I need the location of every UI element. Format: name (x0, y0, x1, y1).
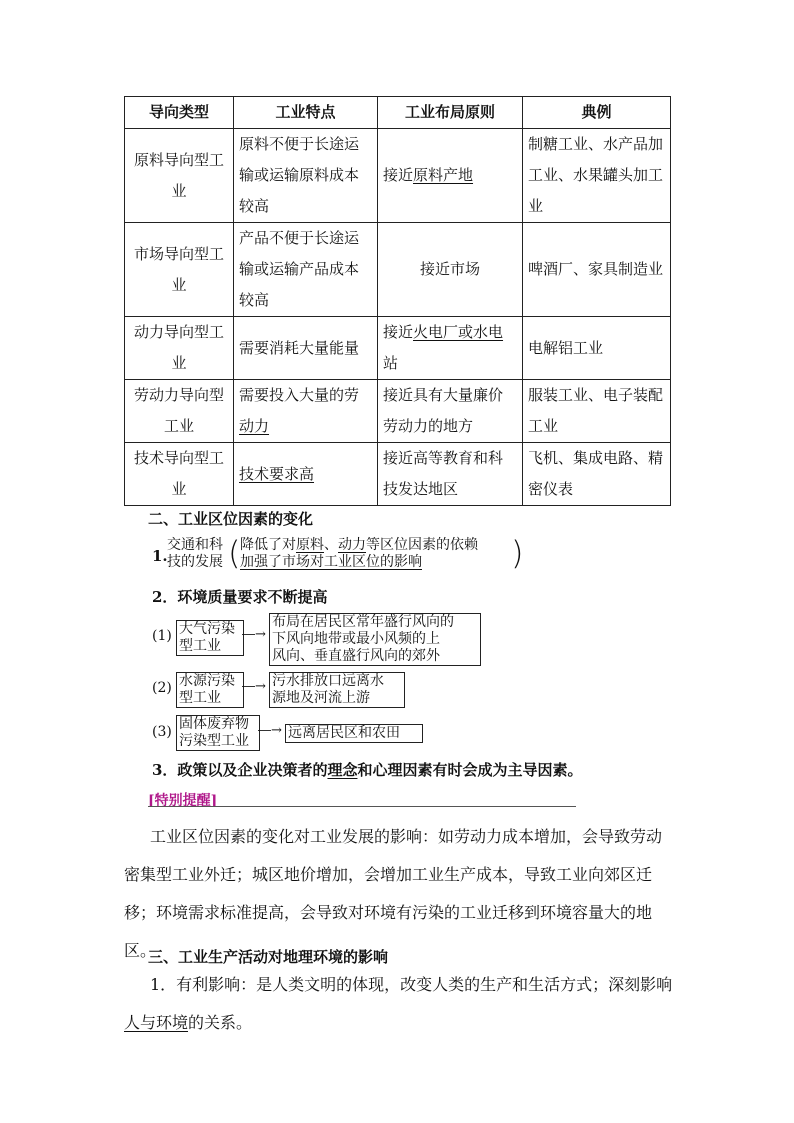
cell-type: 市场导向型工业 (125, 223, 234, 317)
sub2-arrow: ―→ (242, 679, 266, 694)
sub2-box (176, 672, 244, 708)
cell-principle: 接近市场 (378, 223, 523, 317)
cell-type: 原料导向型工业 (125, 129, 234, 223)
cell-type: 劳动力导向型工业 (125, 380, 234, 443)
section3-item1-underlined: 人与环境 (124, 1013, 189, 1032)
sub2-result-line2: 源地及河流上游 (272, 690, 370, 706)
sub1-result-line3: 风向、垂直盛行风向的郊外 (272, 648, 440, 664)
sub3-box (176, 715, 260, 751)
header-example: 典例 (523, 97, 671, 129)
feature-text: 需要投入大量的劳 (239, 386, 360, 404)
table-row (125, 380, 671, 443)
section3-title: 三、工业生产活动对地理环境的影响 (148, 948, 389, 966)
item1-number: 1. (152, 547, 168, 565)
sub2-box-line2: 型工业 (179, 690, 221, 706)
sub3-number: (3) (152, 724, 172, 740)
sub1-number: (1) (152, 628, 172, 644)
sub3-result-line1: 远离居民区和农田 (288, 725, 400, 741)
item2-title: 2．环境质量要求不断提高 (152, 588, 328, 606)
item3-text-end: 和心理因素有时会成为主导因素。 (357, 761, 583, 779)
cell-principle: 接近高等教育和科技发达地区 (378, 443, 523, 506)
item3 (152, 759, 582, 780)
cell-feature (234, 380, 378, 443)
cell-principle (378, 317, 523, 380)
section2-title: 二、工业区位因素的变化 (148, 510, 314, 528)
table-row (125, 223, 671, 317)
r1-underlined-2: 动力 (338, 537, 366, 553)
sub2-number: (2) (152, 680, 172, 696)
item3-underlined: 理念 (327, 761, 358, 779)
cell-example: 电解铝工业 (523, 317, 671, 380)
cell-type: 技术导向型工业 (125, 443, 234, 506)
sub1-result-box (269, 613, 481, 666)
r1-sep: 、 (324, 537, 338, 553)
principle-text-end: 站 (383, 354, 399, 372)
cell-feature: 产品不便于长途运输或运输产品成本较高 (234, 223, 378, 317)
cell-example: 服装工业、电子装配工业 (523, 380, 671, 443)
item1-right-line1 (240, 537, 478, 554)
item3-text: 3．政策以及企业决策者的 (152, 761, 328, 779)
principle-text: 接近 (383, 166, 414, 184)
sub1-arrow: ―→ (242, 627, 266, 642)
cell-feature: 原料不便于长途运输或运输原料成本较高 (234, 129, 378, 223)
sub1-box-line2: 型工业 (179, 638, 221, 654)
cell-feature: 需要消耗大量能量 (234, 317, 378, 380)
sub3-arrow: ―→ (258, 723, 282, 738)
sub3-box-line1: 固体废弃物 (179, 716, 249, 732)
principle-underlined: 原料产地 (413, 166, 474, 184)
cell-example: 飞机、集成电路、精密仪表 (523, 443, 671, 506)
item1-left-label (167, 537, 223, 571)
industry-orientation-table (124, 96, 671, 506)
cell-principle: 接近具有大量廉价劳动力的地方 (378, 380, 523, 443)
r1-underlined-1: 原料 (296, 537, 324, 553)
principle-text: 接近 (383, 323, 414, 341)
header-feature: 工业特点 (234, 97, 378, 129)
sub2-result-box (269, 672, 405, 708)
table-row (125, 317, 671, 380)
left-brace: ( (228, 534, 241, 572)
special-reminder-divider (148, 806, 576, 807)
sub3-result-box (285, 724, 423, 743)
right-brace: ) (511, 534, 524, 572)
cell-type: 动力导向型工业 (125, 317, 234, 380)
special-reminder-label: [特别提醒] (148, 793, 218, 809)
section3-item1-text: 1．有利影响：是人类文明的体现，改变人类的生产和生活方式；深刻影响 (150, 975, 673, 994)
section3-item1 (124, 966, 676, 1042)
sub3-box-line2: 污染型工业 (179, 733, 249, 749)
table-row (125, 129, 671, 223)
cell-example: 啤酒厂、家具制造业 (523, 223, 671, 317)
table-row (125, 443, 671, 506)
cell-feature (234, 443, 378, 506)
sub2-box-line1: 水源污染 (179, 673, 235, 689)
sub1-box-line1: 大气污染 (179, 621, 235, 637)
header-principle: 工业布局原则 (378, 97, 523, 129)
sub2-result-line1: 污水排放口远离水 (272, 673, 384, 689)
header-type: 导向类型 (125, 97, 234, 129)
section3-item1-text-end: 的关系。 (188, 1013, 253, 1032)
cell-example: 制糖工业、水产品加工业、水果罐头加工业 (523, 129, 671, 223)
r1-text: 降低了对 (240, 537, 296, 553)
r1-text-end: 等区位因素的依赖 (366, 537, 478, 553)
item1-left-line1: 交通和科 (167, 537, 223, 553)
table-header-row (125, 97, 671, 129)
sub1-result-line2: 下风向地带或最小风频的上 (272, 631, 440, 647)
item1-right-line2: 加强了市场对工业区位的影响 (240, 554, 422, 570)
cell-principle (378, 129, 523, 223)
feature-underlined: 动力 (239, 417, 270, 435)
feature-underlined: 技术要求高 (239, 464, 315, 483)
sub1-result-line1: 布局在居民区常年盛行风向的 (272, 614, 454, 630)
principle-underlined: 火电厂或水电 (413, 323, 504, 341)
item1-right-lines (240, 537, 478, 571)
sub1-box (176, 620, 244, 656)
special-reminder-text: 工业区位因素的变化对工业发展的影响：如劳动力成本增加，会导致劳动密集型工业外迁；城区地价增加，会增加工业生产成本，导致工业向郊区迁移；环境需求标准提高，会导致对环境有污染的工业迁移到环境容量大的地区。 (124, 827, 663, 960)
item1-left-line2: 技的发展 (167, 554, 223, 570)
